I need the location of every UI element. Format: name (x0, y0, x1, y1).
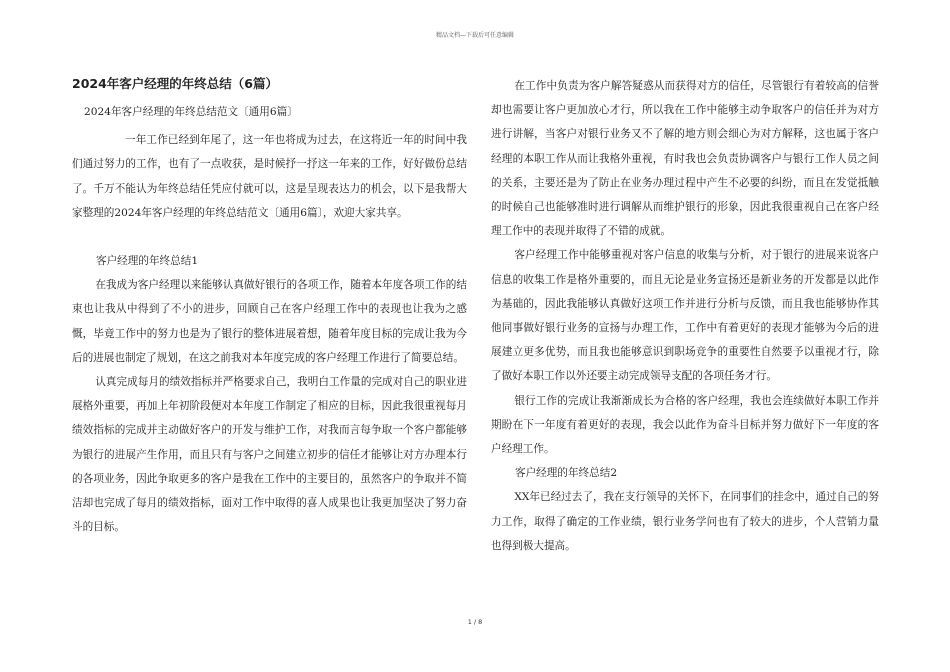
body-paragraph: XX年已经过去了，我在支行领导的关怀下，在同事们的挂念中，通过自己的努力工作，取得了确定的工作业绩，银行业务学问也有了较大的进步，个人营销力量也得到极大提高。 (491, 491, 879, 552)
body-paragraph: 在我成为客户经理以来能够认真做好银行的各项工作，随着本年度各项工作的结束也让我从中得到了不小的进步，回顾自己在客户经理工作中的表现也让我为之感慨，毕竟工作中的努力也是为了银行的整体进展着想，随着年度目标的完成让我为今后的进展也制定了规划，在这之前我对本年度完成的客户经理工作进行了简要总结。 (72, 279, 467, 364)
document-title: 2024年客户经理的年终总结（6篇） (72, 76, 278, 91)
body-paragraph: 银行工作的完成让我渐渐成长为合格的客户经理，我也会连续做好本职工作并期盼在下一年度有着更好的表现，我会以此作为奋斗目标并努力做好下一年度的客户经理工作。 (491, 394, 879, 456)
body-paragraph: 客户经理工作中能够重视对客户信息的收集与分析，对于银行的进展来说客户信息的收集工作是格外重要的，而且无论是业务宣扬还是新业务的开发都是以此作为基础的，因此我能够认真做好这项工作并进行分析与反馈，而且我也能够协作其他同事做好银行业务的宣扬与办理工作，工作中有着更好的表现才能够为今后的进展建立更多优势，而且我也能够意识到职场竞争的重要性自然要予以重视才行，除了做好本职工作以外还要主动完成领导支配的各项任务才行。 (491, 249, 879, 383)
body-paragraph: 在工作中负责为客户解答疑惑从而获得对方的信任，尽管银行有着较高的信誉却也需要让客户更加放心才行，所以我在工作中能够主动争取客户的信任并为对方进行讲解，当客户对银行业务又不了解的地方则会细心为对方解释，这也属于客户经理的本职工作从而让我格外重视，有时我也会负责协调客户与银行工作人员之间的关系，主要还是为了防止在业务办理过程中产生不必要的纠纷，而且在发觉抵触的时候自己也能够准时进行调解从而维护银行的形象，因此我很重视自己在客户经理工作中的表现并取得了不错的成就。 (491, 80, 879, 238)
intro-paragraph: 一年工作已经到年尾了，这一年也将成为过去，在这将近一年的时间中我们通过努力的工作，也有了一点收获，是时候抒一抒这一年来的工作，好好做份总结了。千万不能认为年终总结任凭应付就可以，这是呈现表达力的机会，以下是我帮大家整理的2024年客户经理的年终总结范文〔通用6篇〕，欢迎大家共享。 (72, 134, 467, 219)
body-paragraph: 认真完成每月的绩效指标并严格要求自己，我明白工作量的完成对自己的职业进展格外重要，再加上年初阶段便对本年度工作制定了相应的目标，因此我很重视每月绩效指标的完成并主动做好客户的开发与维护工作，对我而言每争取一个客户都能够为银行的进展产生作用，而且只有与客户之间建立初步的信任才能够让对方办理本行的各项业务，因此争取更多的客户是我在工作中的主要目的，虽然客户的争取并不简洁却也完成了每月的绩效指标，面对工作中取得的喜人成果也让我更加坚决了努力奋斗的目标。 (72, 376, 467, 534)
section-heading-2: 客户经理的年终总结2 (515, 467, 618, 480)
document-subtitle: 2024年客户经理的年终总结范文〔通用6篇〕 (84, 106, 298, 118)
page-number: 1 / 8 (467, 618, 483, 626)
header-note: 精品文档—下载后可任意编辑 (435, 32, 514, 39)
right-column (491, 74, 879, 558)
left-column (72, 74, 467, 539)
section-heading-1: 客户经理的年终总结1 (96, 255, 199, 268)
